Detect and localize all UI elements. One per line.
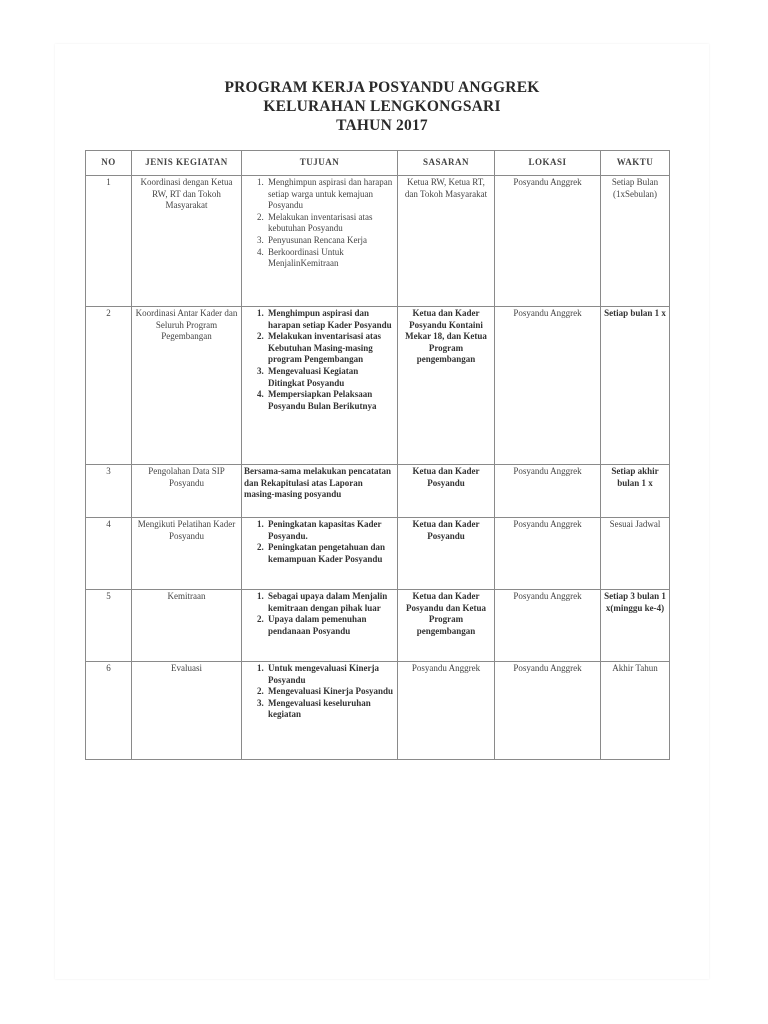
list-item: 2. Upaya dalam pemenuhan pendanaan Posyandu (266, 614, 395, 637)
cell-lokasi: Posyandu Anggrek (495, 518, 601, 590)
document-title (55, 78, 709, 135)
list-item: 3. Penyusunan Rencana Kerja (266, 235, 395, 247)
tujuan-text: Bersama-sama melakukan pencatatan dan Rekapitulasi atas Laporan masing-masing posyandu (244, 466, 392, 500)
header-no: NO (86, 151, 132, 176)
cell-jenis: Pengolahan Data SIP Posyandu (132, 465, 242, 518)
right-margin (714, 0, 768, 1024)
cell-tujuan (242, 590, 398, 662)
left-margin (0, 0, 55, 1024)
cell-lokasi: Posyandu Anggrek (495, 307, 601, 465)
cell-jenis: Evaluasi (132, 662, 242, 760)
cell-waktu: Setiap akhir bulan 1 x (601, 465, 670, 518)
cell-waktu: Setiap bulan 1 x (601, 307, 670, 465)
list-item: 1. Menghimpun aspirasi dan harapan setiap warga untuk kemajuan Posyandu (266, 177, 395, 212)
cell-sasaran: Ketua RW, Ketua RT, dan Tokoh Masyarakat (398, 176, 495, 307)
cell-sasaran: Ketua dan Kader Posyandu (398, 465, 495, 518)
list-item: 1. Peningkatan kapasitas Kader Posyandu. (266, 519, 395, 542)
cell-tujuan (242, 307, 398, 465)
cell-lokasi: Posyandu Anggrek (495, 662, 601, 760)
title-line-3: TAHUN 2017 (336, 117, 428, 134)
cell-jenis: Koordinasi dengan Ketua RW, RT dan Tokoh Masyarakat (132, 176, 242, 307)
program-table (85, 150, 670, 760)
list-item: 2. Melakukan inventarisasi atas kebutuhan Posyandu (266, 212, 395, 235)
cell-tujuan (242, 465, 398, 518)
list-item: 2. Melakukan inventarisasi atas Kebutuhan Masing-masing program Pengembangan (266, 331, 395, 366)
list-item: 3. Mengevaluasi keseluruhan kegiatan (266, 698, 395, 721)
table-header-row (86, 151, 670, 176)
list-item: 1. Menghimpun aspirasi dan harapan setiap Kader Posyandu (266, 308, 395, 331)
cell-tujuan (242, 176, 398, 307)
document-page (55, 44, 709, 979)
list-item: 2. Peningkatan pengetahuan dan kemampuan Kader Posyandu (266, 542, 395, 565)
table-row (86, 176, 670, 307)
list-item: 1. Untuk mengevaluasi Kinerja Posyandu (266, 663, 395, 686)
header-sasaran: SASARAN (398, 151, 495, 176)
list-item: 4. Berkoordinasi Untuk MenjalinKemitraan (266, 247, 395, 270)
cell-waktu: Akhir Tahun (601, 662, 670, 760)
cell-sasaran: Posyandu Anggrek (398, 662, 495, 760)
cell-lokasi: Posyandu Anggrek (495, 465, 601, 518)
cell-sasaran: Ketua dan Kader Posyandu (398, 518, 495, 590)
table-row (86, 590, 670, 662)
cell-no: 4 (86, 518, 132, 590)
list-item: 2. Mengevaluasi Kinerja Posyandu (266, 686, 395, 698)
cell-no: 5 (86, 590, 132, 662)
cell-waktu: Sesuai Jadwal (601, 518, 670, 590)
table-row (86, 662, 670, 760)
cell-no: 6 (86, 662, 132, 760)
header-jenis-kegiatan: JENIS KEGIATAN (132, 151, 242, 176)
cell-sasaran: Ketua dan Kader Posyandu Kontaini Mekar 18, dan Ketua Program pengembangan (398, 307, 495, 465)
title-line-1: PROGRAM KERJA POSYANDU ANGGREK (224, 79, 540, 96)
cell-waktu: Setiap 3 bulan 1 x(minggu ke-4) (601, 590, 670, 662)
cell-jenis: Koordinasi Antar Kader dan Seluruh Program Pegembangan (132, 307, 242, 465)
table-row (86, 307, 670, 465)
list-item: 3. Mengevaluasi Kegiatan Ditingkat Posyandu (266, 366, 395, 389)
cell-no: 3 (86, 465, 132, 518)
cell-no: 1 (86, 176, 132, 307)
title-line-2: KELURAHAN LENGKONGSARI (263, 98, 501, 115)
table-row (86, 465, 670, 518)
list-item: 4. Mempersiapkan Pelaksaan Posyandu Bulan Berikutnya (266, 389, 395, 412)
cell-no: 2 (86, 307, 132, 465)
cell-lokasi: Posyandu Anggrek (495, 590, 601, 662)
table-row (86, 518, 670, 590)
cell-waktu: Setiap Bulan (1xSebulan) (601, 176, 670, 307)
header-waktu: WAKTU (601, 151, 670, 176)
cell-lokasi: Posyandu Anggrek (495, 176, 601, 307)
cell-jenis: Mengikuti Pelatihan Kader Posyandu (132, 518, 242, 590)
cell-jenis: Kemitraan (132, 590, 242, 662)
list-item: 1. Sebagai upaya dalam Menjalin kemitraan dengan pihak luar (266, 591, 395, 614)
cell-tujuan (242, 662, 398, 760)
cell-tujuan (242, 518, 398, 590)
cell-sasaran: Ketua dan Kader Posyandu dan Ketua Program pengembangan (398, 590, 495, 662)
header-lokasi: LOKASI (495, 151, 601, 176)
header-tujuan: TUJUAN (242, 151, 398, 176)
